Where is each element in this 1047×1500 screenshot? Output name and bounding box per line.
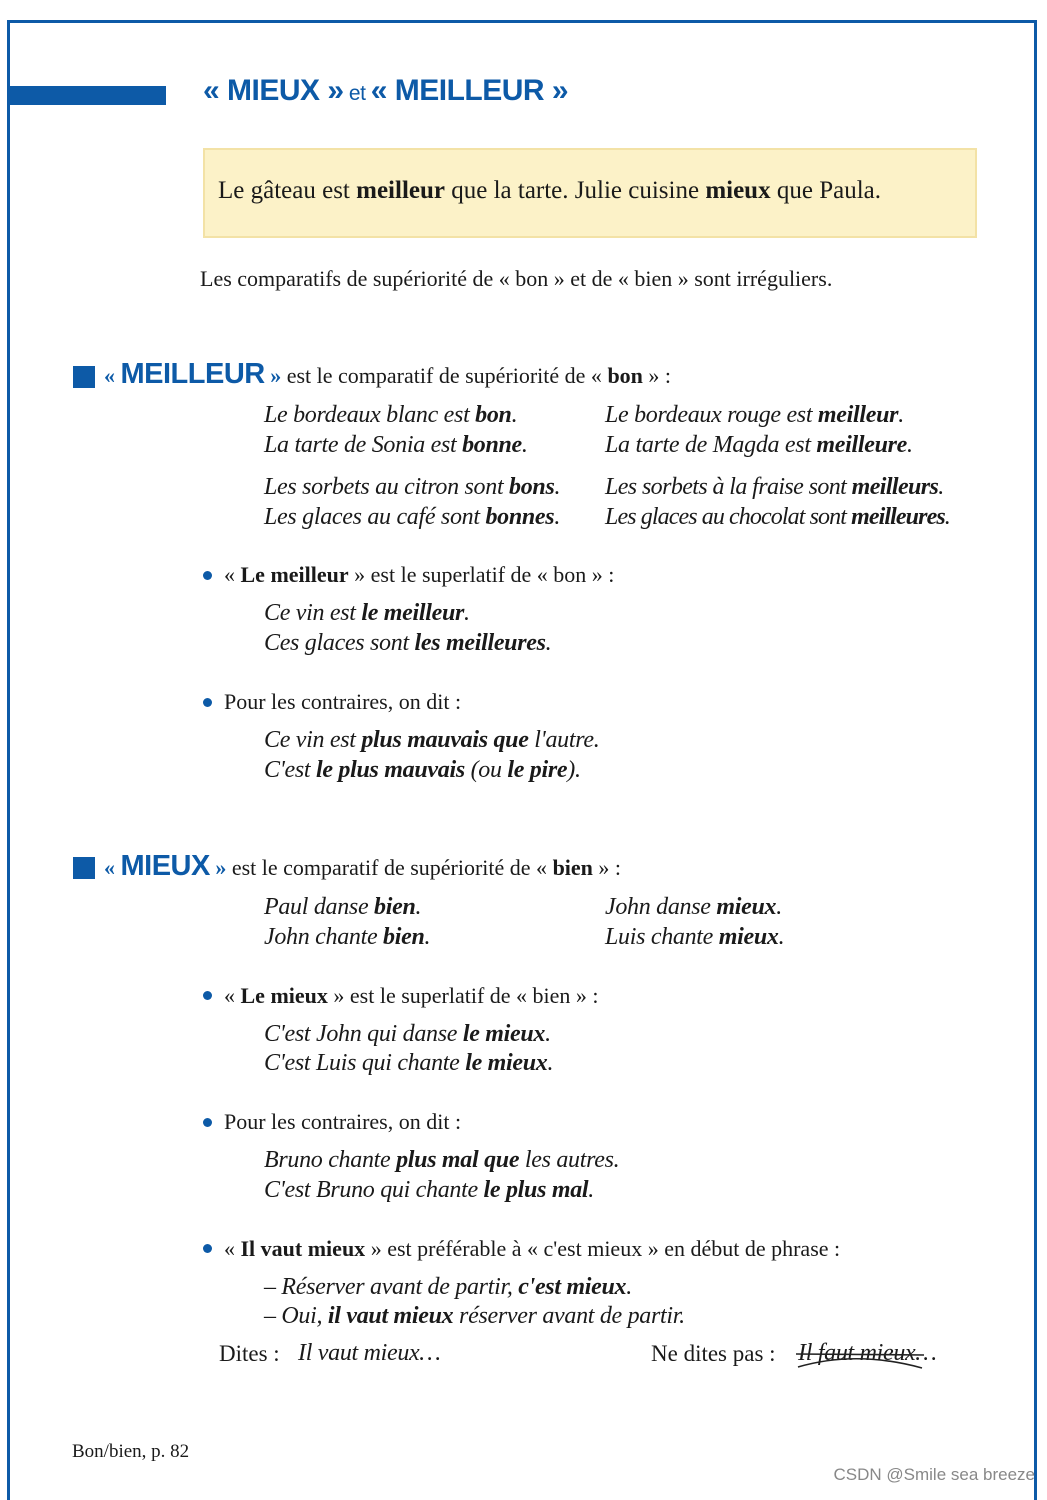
example-box — [203, 148, 977, 238]
bullet-superlatif-bien: « Le mieux » est le superlatif de « bien » : — [224, 983, 599, 1008]
intro-text: Les comparatifs de supériorité de « bon » et de « bien » sont irréguliers. — [200, 266, 833, 291]
ne-dites-pas-example: Il faut mieux … — [798, 1340, 936, 1367]
struck-phrase: Il faut mieux — [798, 1340, 915, 1367]
example-line: Ce vin est le meilleur. — [264, 600, 470, 626]
dites-example: Il vaut mieux… — [298, 1340, 441, 1366]
example-line: – Réserver avant de partir, c'est mieux. — [264, 1274, 632, 1300]
example-right: John danse mieux. — [605, 894, 782, 920]
example-right: Les sorbets à la fraise sont meilleurs. — [605, 474, 944, 500]
example-right: Luis chante mieux. — [605, 924, 785, 950]
bullet-superlatif-bon: « Le meilleur » est le superlatif de « bon » : — [224, 562, 615, 587]
example-left: Paul danse bien. — [264, 894, 422, 920]
example-line: – Oui, il vaut mieux réserver avant de partir. — [264, 1303, 685, 1329]
example-sentence: Le gâteau est meilleur que la tarte. Julie cuisine mieux que Paula. — [218, 177, 881, 204]
section-mieux-heading: « MIEUX » est le comparatif de supériorité de « bien » : — [104, 850, 622, 882]
page-footer: Bon/bien, p. 82 — [72, 1441, 190, 1462]
bullet-contraires: Pour les contraires, on dit : — [224, 1109, 462, 1134]
bullet-icon — [203, 1244, 212, 1253]
section-square-icon — [73, 857, 95, 879]
bullet-icon — [203, 991, 212, 1000]
watermark: CSDN @Smile sea breeze — [833, 1465, 1035, 1484]
section-square-icon — [73, 366, 95, 388]
bullet-icon — [203, 1118, 212, 1127]
example-line: C'est Luis qui chante le mieux. — [264, 1050, 554, 1076]
ne-dites-pas-label: Ne dites pas : — [651, 1341, 776, 1366]
section-meilleur-heading: « MEILLEUR » est le comparatif de supériorité de « bon » : — [104, 358, 672, 390]
example-left: Les glaces au café sont bonnes. — [264, 504, 561, 530]
example-left: Le bordeaux blanc est bon. — [264, 402, 518, 428]
example-left: Les sorbets au citron sont bons. — [264, 474, 561, 500]
bullet-icon — [203, 698, 212, 707]
example-right: La tarte de Magda est meilleure. — [605, 432, 913, 458]
title-bar-decoration — [10, 86, 166, 105]
example-left: La tarte de Sonia est bonne. — [264, 432, 528, 458]
strikethrough-icon — [796, 1344, 928, 1370]
example-line: C'est Bruno qui chante le plus mal. — [264, 1177, 594, 1203]
example-right: Le bordeaux rouge est meilleur. — [605, 402, 904, 428]
example-line: C'est John qui danse le mieux. — [264, 1021, 551, 1047]
dites-label: Dites : — [219, 1341, 280, 1366]
bullet-contraires: Pour les contraires, on dit : — [224, 689, 462, 714]
bullet-icon — [203, 571, 212, 580]
page-title: « MIEUX » et « MEILLEUR » — [203, 74, 569, 107]
example-line: Ces glaces sont les meilleures. — [264, 630, 552, 656]
example-line: Bruno chante plus mal que les autres. — [264, 1147, 620, 1173]
example-line: C'est le plus mauvais (ou le pire). — [264, 757, 581, 783]
bullet-il-vaut-mieux: « Il vaut mieux » est préférable à « c'est mieux » en début de phrase : — [224, 1236, 841, 1261]
example-right: Les glaces au chocolat sont meilleures. — [605, 504, 950, 530]
example-left: John chante bien. — [264, 924, 431, 950]
example-line: Ce vin est plus mauvais que l'autre. — [264, 727, 600, 753]
